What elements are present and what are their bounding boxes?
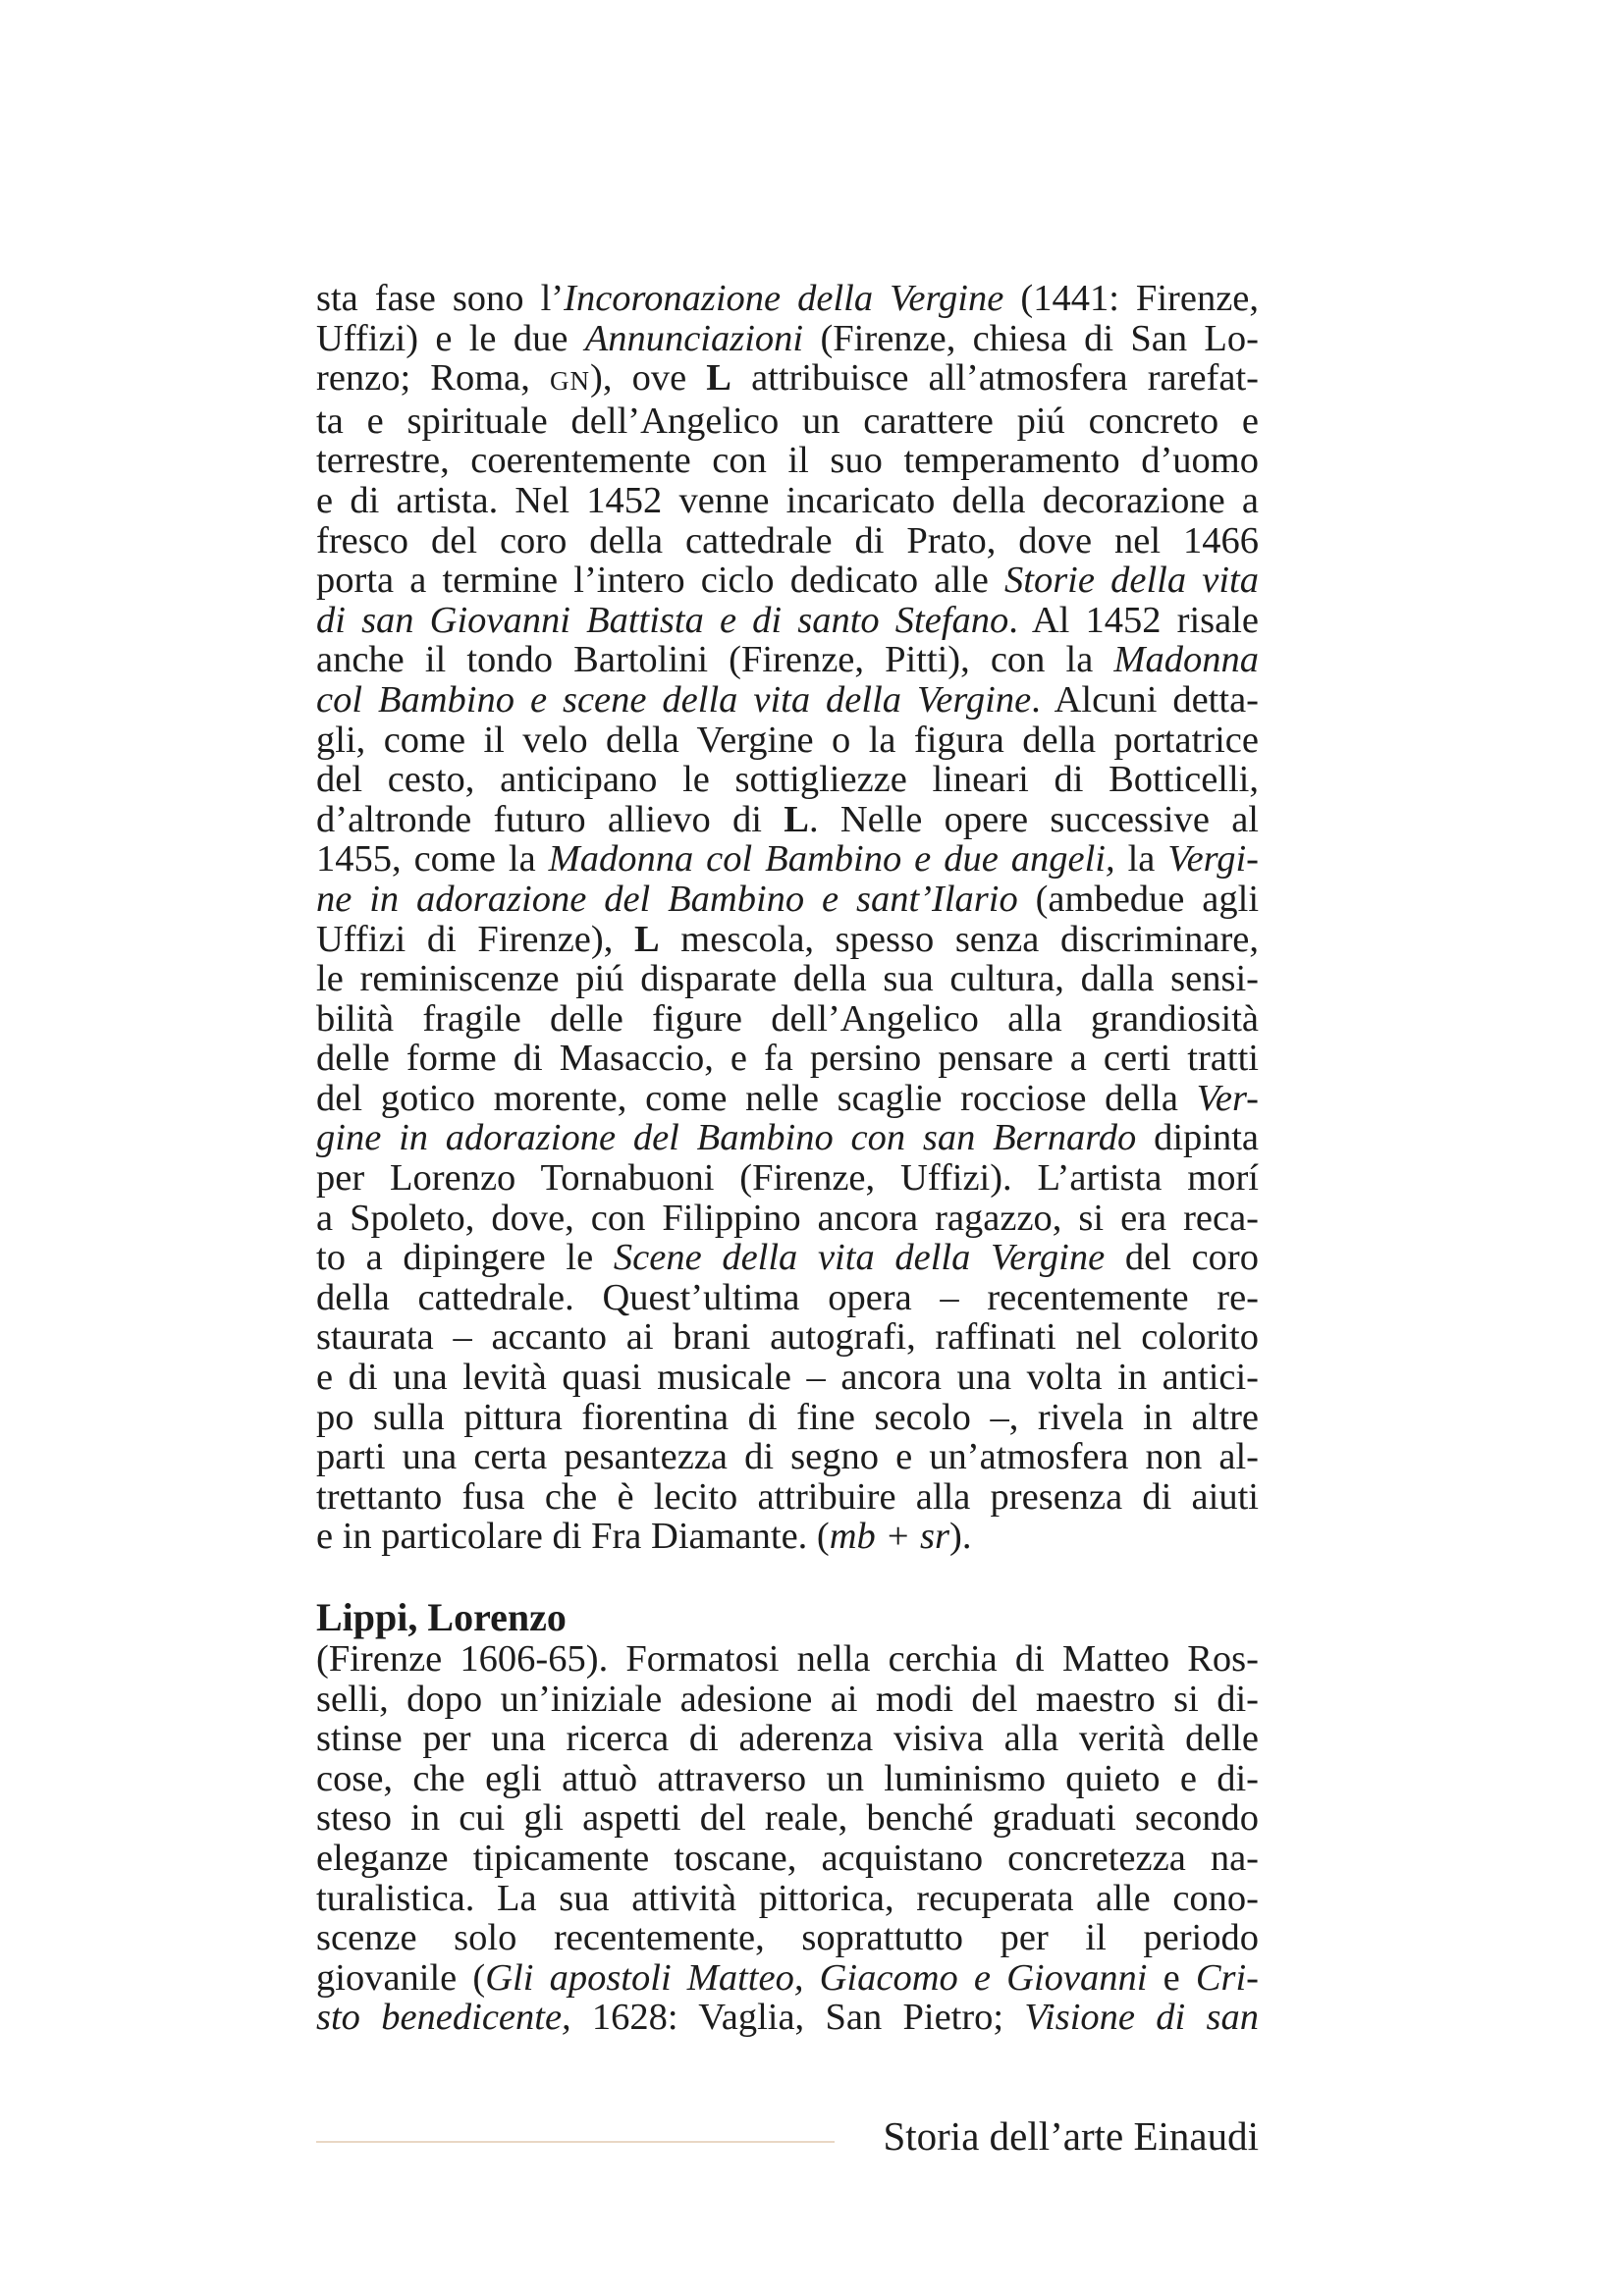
text-line <box>316 1039 1259 1079</box>
text-line <box>316 721 1259 761</box>
text-run: renzo; Roma, <box>316 357 551 400</box>
text-run: (Firenze, chiesa di San Lo- <box>803 317 1259 359</box>
text-run: mescola, spesso senza discriminare, <box>659 918 1259 960</box>
text-run: fresco del coro della cattedrale di Prato, dove nel 1466 <box>316 519 1259 561</box>
text-line <box>316 1958 1259 1999</box>
text-run: ta e spirituale dell’Angelico un carattere piú concreto e <box>316 400 1259 442</box>
text-run: Uffizi) e le due <box>316 317 585 359</box>
text-run: bilità fragile delle figure dell’Angelico alla grandiosità <box>316 997 1259 1040</box>
italic-run: Annunciazioni <box>584 317 804 359</box>
text-run: scenze solo recentemente, soprattutto per il periodo <box>316 1917 1259 1959</box>
page-body <box>316 279 1259 2038</box>
text-run: ), ove <box>590 357 707 400</box>
text-run: 1628: Vaglia, San Pietro; <box>570 1997 1025 2039</box>
text-run: della cattedrale. Quest’ultima opera – recentemente re- <box>316 1276 1259 1318</box>
italic-run: mb + sr <box>829 1516 949 1558</box>
text-line <box>316 601 1259 641</box>
italic-run: Storie della vita <box>1004 560 1259 602</box>
text-line <box>316 1477 1259 1518</box>
text-run: to a dipingere le <box>316 1237 614 1279</box>
text-run: e in particolare di Fra Diamante. ( <box>316 1516 830 1558</box>
text-line <box>316 1879 1259 1919</box>
text-run: dipinta <box>1136 1117 1259 1159</box>
italic-run: Madonna col Bambino e due angeli, <box>548 838 1115 881</box>
text-line <box>316 880 1259 920</box>
text-run: attribuisce all’atmosfera rarefat- <box>730 357 1259 400</box>
text-line <box>316 839 1259 880</box>
text-run: e <box>1147 1956 1196 1999</box>
text-run: delle forme di Masaccio, e fa persino pensare a certi tratti <box>316 1038 1259 1080</box>
italic-run: Visione di san <box>1024 1997 1259 2039</box>
text-run: e di una levità quasi musicale – ancora una volta in antici- <box>316 1357 1259 1399</box>
text-run: giovanile ( <box>316 1956 486 1999</box>
text-line <box>316 680 1259 721</box>
text-line <box>316 1118 1259 1158</box>
text-run: 1455, come la <box>316 838 549 881</box>
text-line <box>316 1998 1259 2038</box>
footer-rule <box>316 2141 835 2143</box>
text-run: . Al 1452 risale <box>1008 599 1259 641</box>
page-footer <box>316 2110 1259 2165</box>
text-run: stinse per una ricerca di aderenza visiva alla verità delle <box>316 1718 1259 1760</box>
text-line <box>316 1719 1259 1759</box>
text-line <box>316 358 1259 401</box>
text-run: selli, dopo un’iniziale adesione ai modi del maestro si di- <box>316 1678 1259 1720</box>
text-run: anche il tondo Bartolini (Firenze, Pitti), con la <box>316 639 1114 681</box>
text-line <box>316 1517 1259 1557</box>
text-run: le reminiscenze piú disparate della sua cultura, dalla sensi- <box>316 958 1259 1000</box>
text-line <box>316 1358 1259 1398</box>
text-line <box>316 959 1259 999</box>
text-run: trettanto fusa che è lecito attribuire alla presenza di aiuti <box>316 1475 1259 1518</box>
text-run: del coro <box>1105 1237 1259 1279</box>
text-run: per Lorenzo Tornabuoni (Firenze, Uffizi). L’artista morí <box>316 1157 1259 1200</box>
text-run: steso in cui gli aspetti del reale, benché graduati secondo <box>316 1797 1259 1840</box>
text-line <box>316 760 1259 800</box>
bold-run: L <box>784 798 809 840</box>
text-line <box>316 1639 1259 1680</box>
text-line <box>316 1317 1259 1358</box>
text-run: staurata – accanto ai brani autografi, raffinati nel colorito <box>316 1316 1259 1359</box>
text-line <box>316 1398 1259 1438</box>
text-line <box>316 319 1259 359</box>
bold-run: L <box>706 357 731 400</box>
text-run: e di artista. Nel 1452 venne incaricato della decorazione a <box>316 479 1259 521</box>
text-run: po sulla pittura fiorentina di fine secolo –, rivela in altre <box>316 1396 1259 1438</box>
italic-run: Vergi- <box>1167 838 1259 881</box>
footer-title: Storia dell’arte Einaudi <box>883 2113 1259 2159</box>
italic-run: Ver- <box>1196 1077 1259 1119</box>
text-run: turalistica. La sua attività pittorica, recuperata alle cono- <box>316 1877 1259 1919</box>
italic-run: col Bambino e scene della vita della Vergine <box>316 678 1032 721</box>
text-run: (Firenze 1606-65). Formatosi nella cerchia di Matteo Ros- <box>316 1638 1259 1680</box>
italic-run: Incoronazione della Vergine <box>564 278 1004 319</box>
italic-run: sto benedicente, <box>316 1997 571 2039</box>
text-block-entry <box>316 1639 1259 2038</box>
text-run: (1441: Firenze, <box>1003 278 1260 319</box>
text-line <box>316 1839 1259 1879</box>
text-line <box>316 521 1259 561</box>
text-run: . Nelle opere successive al <box>808 798 1260 840</box>
bold-run: L <box>633 918 660 960</box>
text-run: sta fase sono l’ <box>316 278 565 319</box>
text-line <box>316 481 1259 521</box>
text-run: Uffizi di Firenze), <box>316 918 634 960</box>
text-run: GN <box>550 366 591 397</box>
italic-run: Scene della vita della Vergine <box>613 1237 1106 1279</box>
italic-run: di san Giovanni Battista e di santo Stefano <box>316 599 1009 641</box>
text-run: (ambedue agli <box>1017 878 1260 920</box>
text-line <box>316 1680 1259 1720</box>
italic-run: ne in adorazione del Bambino e sant’Ilario <box>316 878 1018 920</box>
italic-run: Cri- <box>1195 1956 1259 1999</box>
text-line <box>316 800 1259 840</box>
text-run: gli, come il velo della Vergine o la figura della portatrice <box>316 719 1259 761</box>
text-line <box>316 1759 1259 1799</box>
italic-run: Gli apostoli Matteo, Giacomo e Giovanni <box>485 1956 1148 1999</box>
text-run: a Spoleto, dove, con Filippino ancora ragazzo, si era reca- <box>316 1197 1259 1239</box>
text-run: del cesto, anticipano le sottigliezze lineari di Botticelli, <box>316 759 1259 801</box>
text-run: porta a termine l’intero ciclo dedicato alle <box>316 560 1004 602</box>
text-run: del gotico morente, come nelle scaglie rocciose della <box>316 1077 1197 1119</box>
text-line <box>316 1238 1259 1278</box>
text-line <box>316 1918 1259 1958</box>
text-run: parti una certa pesantezza di segno e un’atmosfera non al- <box>316 1436 1259 1478</box>
text-run: la <box>1114 838 1168 881</box>
text-run: . Alcuni detta- <box>1031 678 1259 721</box>
text-line <box>316 1798 1259 1839</box>
text-line <box>316 401 1259 442</box>
text-line <box>316 1199 1259 1239</box>
text-line <box>316 640 1259 680</box>
text-run: terrestre, coerentemente con il suo temperamento d’uomo <box>316 440 1259 482</box>
entry-heading: Lippi, Lorenzo <box>316 1595 567 1639</box>
text-line <box>316 920 1259 960</box>
text-block-continuation <box>316 279 1259 1557</box>
text-run: d’altronde futuro allievo di <box>316 798 784 840</box>
text-line <box>316 441 1259 481</box>
text-line <box>316 1079 1259 1119</box>
text-line <box>316 1158 1259 1199</box>
text-line <box>316 561 1259 601</box>
text-run: cose, che egli attuò attraverso un luminismo quieto e di- <box>316 1757 1259 1799</box>
text-run: ). <box>949 1516 972 1558</box>
text-line <box>316 999 1259 1040</box>
italic-run: gine in adorazione del Bambino con san Bernardo <box>316 1117 1137 1159</box>
text-line <box>316 1437 1259 1477</box>
italic-run: Madonna <box>1113 639 1259 681</box>
text-line <box>316 279 1259 319</box>
text-run: eleganze tipicamente toscane, acquistano concretezza na- <box>316 1837 1259 1879</box>
text-line <box>316 1278 1259 1318</box>
